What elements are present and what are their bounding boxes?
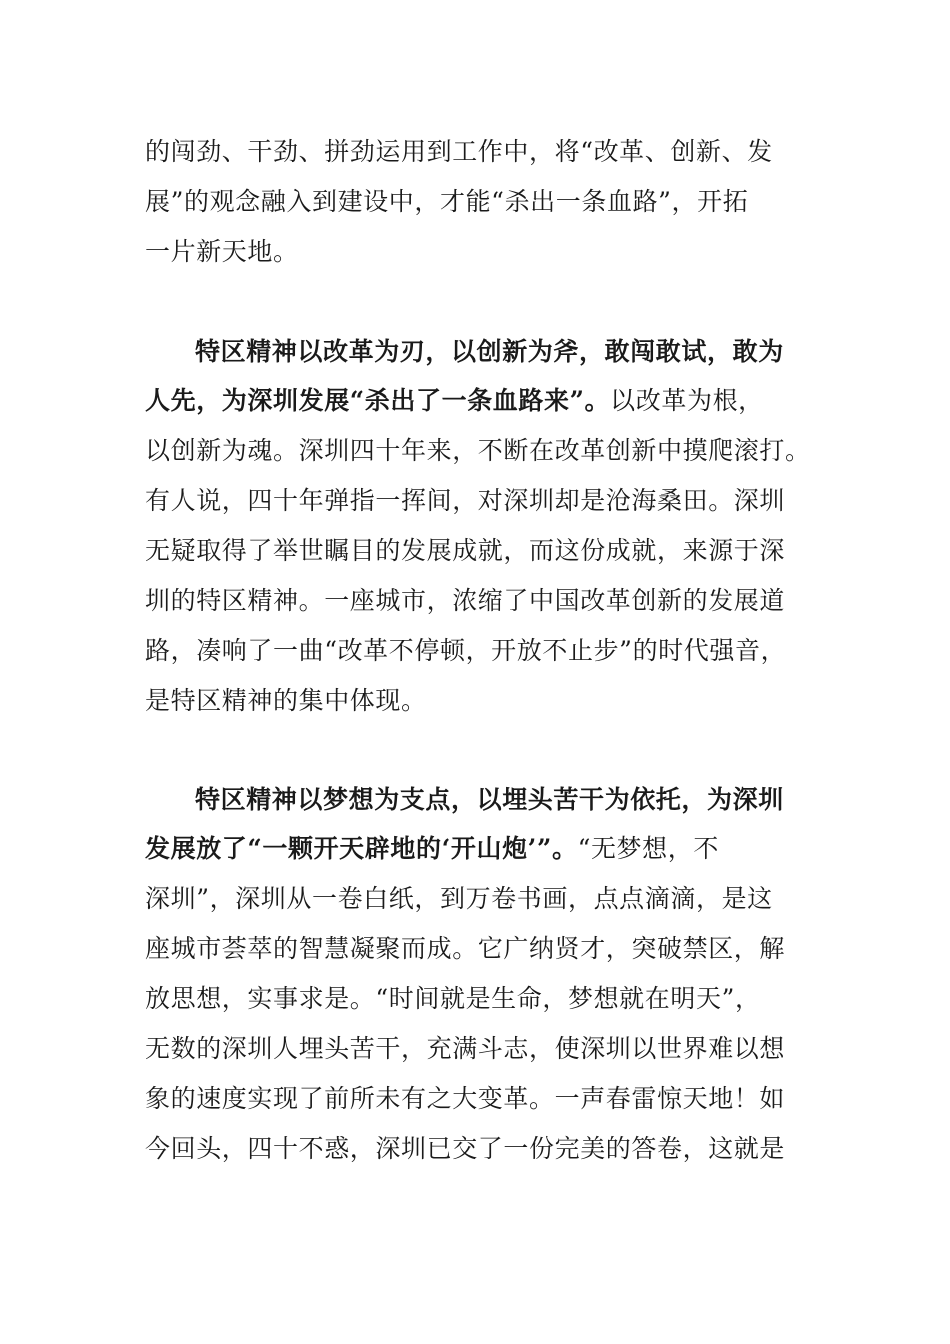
text-fragment: “无梦想，不 xyxy=(577,834,719,863)
text-line: 无疑取得了举世瞩目的发展成就，而这份成就，来源于深 xyxy=(145,536,786,565)
paragraph-heading-line: 特区精神以梦想为支点，以埋头苦干为依托，为深圳 xyxy=(195,785,784,814)
text-line: 象的速度实现了前所未有之大变革。一声春雷惊天地！如 xyxy=(145,1084,786,1113)
text-line xyxy=(145,385,764,417)
text-line: 放思想，实事求是。“时间就是生命，梦想就在明天”， xyxy=(145,984,761,1013)
text-line: 座城市荟萃的智慧凝聚而成。它广纳贤才，突破禁区，解 xyxy=(145,934,786,963)
text-line: 圳的特区精神。一座城市，浓缩了中国改革创新的发展道 xyxy=(145,586,786,615)
paragraph-heading-tail: 人先，为深圳发展“杀出了一条血路来”。 xyxy=(145,386,611,415)
text-line: 路，凑响了一曲“改革不停顿，开放不止步”的时代强音， xyxy=(145,636,787,665)
text-line: 以创新为魂。深圳四十年来，不断在改革创新中摸爬滚打。 xyxy=(145,436,811,465)
text-line: 深圳”，深圳从一卷白纸，到万卷书画，点点滴滴，是这 xyxy=(145,884,773,913)
text-line: 是特区精神的集中体现。 xyxy=(145,686,427,715)
paragraph-heading-line: 特区精神以改革为刃，以创新为斧，敢闯敢试，敢为 xyxy=(195,337,784,366)
text-fragment: 以改革为根， xyxy=(610,386,764,415)
text-line xyxy=(145,833,719,865)
text-line: 今回头，四十不惑，深圳已交了一份完美的答卷，这就是 xyxy=(145,1134,786,1163)
text-line: 一片新天地。 xyxy=(145,237,299,266)
paragraph-heading-tail: 发展放了“一颗开天辟地的‘开山炮’”。 xyxy=(145,834,578,863)
text-line: 有人说，四十年弹指一挥间，对深圳却是沧海桑田。深圳 xyxy=(145,486,786,515)
text-line: 无数的深圳人埋头苦干，充满斗志，使深圳以世界难以想 xyxy=(145,1034,786,1063)
text-line: 的闯劲、干劲、拼劲运用到工作中，将“改革、创新、发 xyxy=(145,137,773,166)
text-line: 展”的观念融入到建设中，才能“杀出一条血路”，开拓 xyxy=(145,187,749,216)
